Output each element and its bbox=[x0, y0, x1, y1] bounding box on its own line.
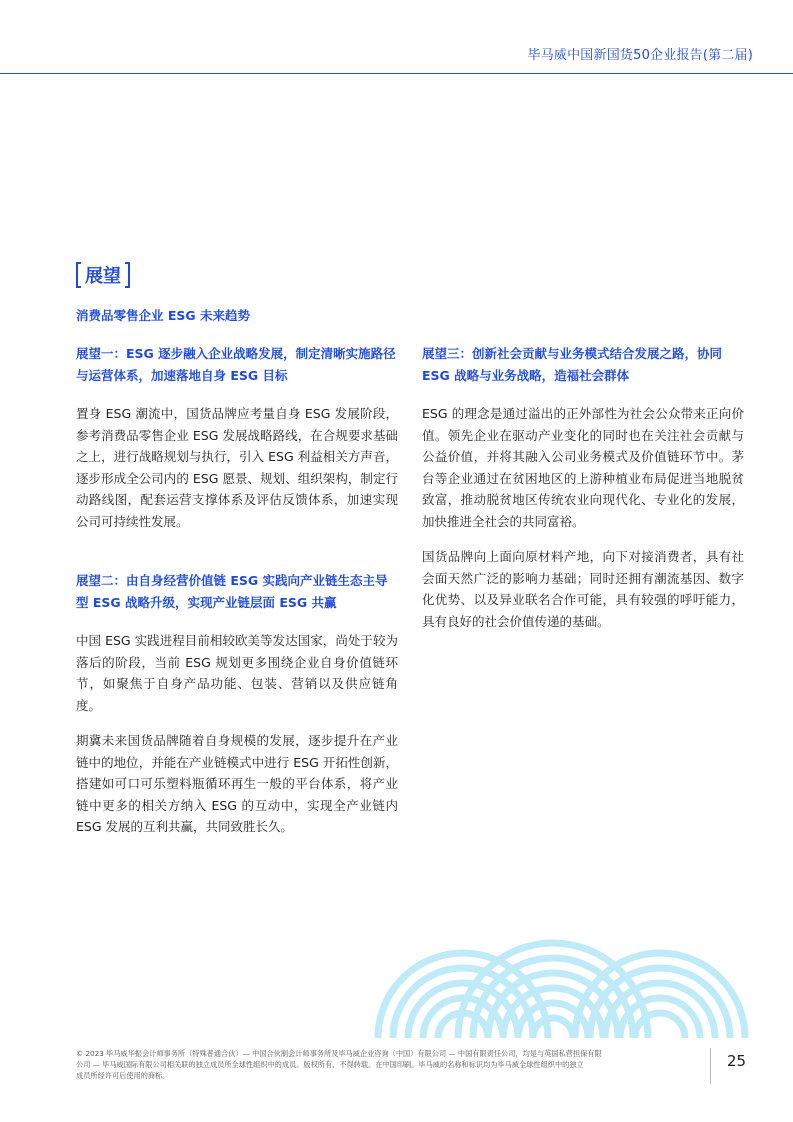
section-heading bbox=[76, 262, 130, 288]
left-column bbox=[76, 343, 398, 852]
right-column bbox=[422, 343, 744, 646]
left-bracket-icon bbox=[76, 262, 81, 288]
outlook-two-paragraph-2: 期冀未来国货品牌随着自身规模的发展，逐步提升在产业链中的地位，并能在产业链模式中进行 ESG 开拓性创新，搭建如可口可乐塑料瓶循环再生一般的平台体系，将产业链中更多的相关方纳入 ESG 的互动中，实现全产业链内 ESG 发展的互利共赢，共同致胜长久。 bbox=[76, 733, 398, 834]
footer-divider bbox=[710, 1048, 711, 1084]
outlook-one-paragraph: 置身 ESG 潮流中，国货品牌应考量自身 ESG 发展阶段，参考消费品零售企业 ESG 发展战略路线，在合规要求基础之上，进行战略规划与执行，引入 ESG 利益相关方声音，逐步形成全公司内的 ESG 愿景、规划、组织架构，制定行动路线图，配套运营支撑体系及评估反馈体系，加速实现公司可持续性发展。 bbox=[76, 406, 398, 529]
concentric-arcs-decoration bbox=[370, 850, 755, 1038]
report-title: 毕马威中国新国货50企业报告(第二届) bbox=[527, 48, 753, 63]
outlook-three-paragraph-1: ESG 的理念是通过溢出的正外部性为社会公众带来正向价值。领先企业在驱动产业变化的同时也在关注社会贡献与公益价值，并将其融入公司业务模式及价值链环节中。茅台等企业通过在贫困地区的上游种植业布局促进当地脱贫致富，推动脱贫地区传统农业向现代化、专业化的发展，加快推进全社会的共同富裕。 bbox=[422, 406, 744, 529]
outlook-one-heading: 展望一：ESG 逐步融入企业战略发展，制定清晰实施路径与运营体系，加速落地自身 ESG 目标 bbox=[76, 346, 396, 383]
right-bracket-icon bbox=[125, 262, 130, 288]
outlook-three-heading: 展望三：创新社会贡献与业务模式结合发展之路，协同 ESG 战略与业务战略，造福社会群体 bbox=[422, 346, 723, 383]
outlook-three-paragraph-2: 国货品牌向上面向原材料产地，向下对接消费者，具有社会面天然广泛的影响力基础；同时还拥有潮流基因、数字化优势、以及异业联名合作可能，具有较强的呼吁能力，具有良好的社会价值传递的基础。 bbox=[422, 549, 744, 629]
page-number: 25 bbox=[727, 1052, 747, 1070]
copyright-line: 公司 — 毕马威国际有限公司相关联的独立成员所全球性组织中的成员。版权所有，不得转载。在中国印刷。毕马威的名称和标识均为毕马威全球性组织中的独立 bbox=[76, 1060, 584, 1069]
outlook-two-paragraph-1: 中国 ESG 实践进程目前相较欧美等发达国家，尚处于较为落后的阶段，当前 ESG 规划更多围绕企业自身价值链环节，如聚焦于自身产品功能、包装、营销以及供应链角度。 bbox=[76, 633, 398, 713]
outlook-two-heading: 展望二：由自身经营价值链 ESG 实践向产业链生态主导型 ESG 战略升级，实现产业链层面 ESG 共赢 bbox=[76, 573, 388, 610]
copyright-line: © 2023 毕马威华振会计师事务所（特殊普通合伙）— 中国合伙制会计师事务所及毕马威企业咨询（中国）有限公司 — 中国有限责任公司，均是与英国私营担保有限 bbox=[76, 1049, 602, 1058]
trend-title: 消费品零售企业 ESG 未来趋势 bbox=[76, 308, 251, 323]
section-heading-text: 展望 bbox=[85, 266, 121, 287]
copyright-line: 成员所经许可后使用的商标。 bbox=[76, 1071, 170, 1080]
copyright-notice bbox=[76, 1048, 686, 1081]
header-divider bbox=[0, 73, 793, 74]
